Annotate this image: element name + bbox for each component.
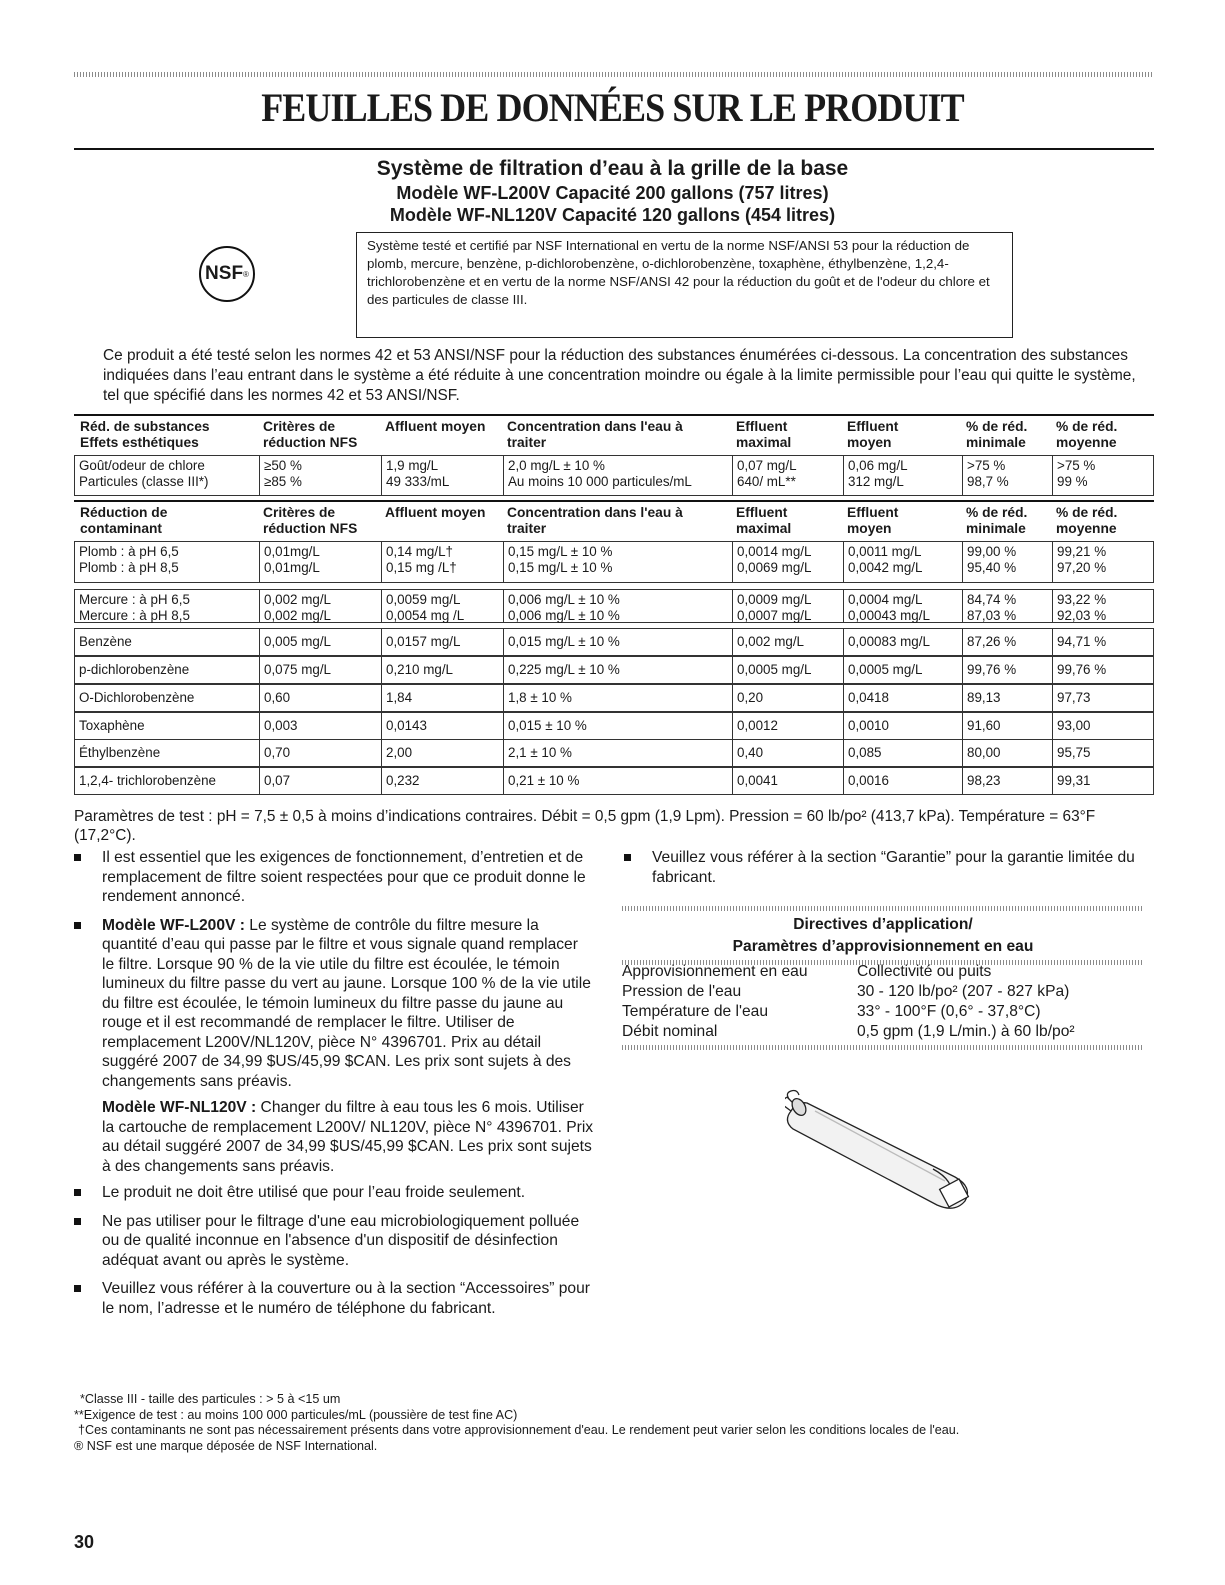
table-cell: 0,0418 [843,685,962,711]
table-cell: >75 % 99 % [1052,456,1155,495]
footnote-test-requirement: **Exigence de test : au moins 100 000 particules/mL (poussière de test fine AC) [74,1408,518,1422]
table-cell: 0,07 [259,768,381,794]
table-cell: 1,84 [381,685,503,711]
column-header: Critères de réduction NFS [263,505,358,536]
table-cell: 0,0010 [843,713,962,739]
model-line-l200v: Modèle WF-L200V Capacité 200 gallons (757 litres) [396,183,829,203]
left-column [74,848,594,1325]
table-row [74,767,1154,795]
column-header: Effluent moyen [847,419,899,450]
column-header: Concentration dans l'eau à traiter [507,419,683,450]
column-header: Effluent moyen [847,505,899,536]
table-cell: 80,00 [962,740,1052,766]
table-cell: 0,005 mg/L [259,629,381,655]
directive-label: Température de l'eau [622,1003,769,1020]
table-cell: 0,20 [732,685,843,711]
nsf-logo [199,246,255,302]
column-header: Réd. de substances Effets esthétiques [80,419,210,450]
nsf-logo-text: NSF [205,263,244,284]
table-cell: Plomb : à pH 6,5 Plomb : à pH 8,5 [79,544,179,575]
aesthetic-header-row [74,414,1154,454]
table-cell: 94,71 % [1052,629,1155,655]
table-cell: 0,70 [259,740,381,766]
table-cell: 99,21 % 97,20 % [1052,542,1155,582]
page-number: 30 [74,1532,95,1552]
test-parameters: Paramètres de test : pH = 7,5 ± 0,5 à moins d’indications contraires. Débit = 0,5 gpm (1,9 Lpm). Pression = 60 lb/po² (413,7 kPa). Température = 63°F (17,2°C). [74,808,1096,844]
directive-row [622,1022,1144,1042]
directive-value: 0,5 gpm (1,9 L/min.) à 60 lb/po² [857,1023,1075,1040]
intro-paragraph: Ce produit a été testé selon les normes 42 et 53 ANSI/NSF pour la réduction des substances énumérées ci-dessous. La concentration des substances indiquées dans l’eau entrant dans le système a été réduite à une concentration moindre ou égale à la limite permissible pour l’eau qui quitte le système, tel que spécifié dans les normes 42 et 53 ANSI/NSF. [103,347,1136,404]
table-cell: ≥50 % ≥85 % [259,456,381,495]
table-cell: 0,232 [381,768,503,794]
table-cell: 0,225 mg/L ± 10 % [503,657,732,683]
table-cell: 0,14 mg/L† 0,15 mg /L† [381,542,503,582]
column-header: % de réd. moyenne [1056,505,1118,536]
table-cell: 0,003 [259,713,381,739]
table-cell: 0,0004 mg/L 0,00043 mg/L [843,590,962,622]
footnotes [74,1391,1154,1454]
performance-data-table [74,414,1154,798]
directive-label: Débit nominal [622,1023,718,1040]
table-cell: 89,13 [962,685,1052,711]
table-cell: 0,002 mg/L 0,002 mg/L [259,590,381,622]
table-cell: 2,00 [381,740,503,766]
nsf-logo-mark: ® [243,269,249,279]
table-cell: >75 % 98,7 % [962,456,1052,495]
table-cell: 0,015 ± 10 % [503,713,732,739]
bullet-square [74,854,81,861]
table-cell: 93,22 % 92,03 % [1052,590,1155,622]
table-cell: 91,60 [962,713,1052,739]
contaminant-header-row [74,500,1154,540]
table-cell: 0,06 mg/L 312 mg/L [843,456,962,495]
table-row [74,684,1154,712]
model-nl120v-text: Changer du filtre à eau tous les 6 mois. Utiliser la cartouche de remplacement L200V/ NL120V, pièce N° 4396701. Prix au détail suggéré 2007 de 34,99 $US/45,99 $CAN. Les prix sont sujets à des changements sans préavis. [102,1099,594,1175]
table-cell: 93,00 [1052,713,1155,739]
table-cell: 0,00083 mg/L [843,629,962,655]
directive-row [622,962,1144,982]
column-header: % de réd. minimale [966,419,1028,450]
page-title: FEUILLES DE DONNÉES SUR LE PRODUIT [261,85,964,130]
table-cell: Mercure : à pH 6,5 Mercure : à pH 8,5 [79,592,190,623]
directive-row [622,982,1144,1002]
table-cell: 97,73 [1052,685,1155,711]
footnote-contaminants: †Ces contaminants ne sont pas nécessairement présents dans votre approvisionnement d'eau. Le rendement peut varier selon les conditions locales de l'eau. [78,1423,960,1437]
directives-bottom-hatch [622,1045,1144,1050]
directive-label: Pression de l'eau [622,983,742,1000]
footnote-class-iii: *Classe III - taille des particules : > 5 à <15 um [80,1392,341,1406]
directive-value: 33° - 100°F (0,6° - 37,8°C) [857,1003,1041,1020]
table-cell: 0,0143 [381,713,503,739]
table-cell: 87,26 % [962,629,1052,655]
table-row [74,656,1154,684]
table-cell: 99,31 [1052,768,1155,794]
model-l200v-text: Le système de contrôle du filtre mesure la quantité d’eau qui passe par le filtre et vous signale quand remplacer le filtre. Lorsque 90 % de la vie utile du filtre est écoulée, le témoin lumineux du filtre passe du vert au jaune. Lorsque 100 % de la vie utile du filtre est écoulée, le témoin lumineux du filtre passe du jaune au rouge et il est recommandé de remplacer le filtre. Utiliser de remplacement L200V/NL120V, pièce N° 4396701. Prix au détail suggéré 2007 de 34,99 $US/45,99 $CAN. Les prix sont sujets à des changements sans préavis. [102,916,591,1090]
table-cell: 0,15 mg/L ± 10 % 0,15 mg/L ± 10 % [503,542,732,582]
table-cell: 0,40 [732,740,843,766]
table-cell: 0,60 [259,685,381,711]
table-cell: 0,210 mg/L [381,657,503,683]
directive-value: Collectivité ou puits [857,963,992,980]
bullet-square [624,854,631,861]
column-header: Concentration dans l'eau à traiter [507,505,683,536]
table-row [74,628,1154,656]
table-row [74,589,1154,623]
table-cell: 0,002 mg/L [732,629,843,655]
model-nl120v-paragraph [74,1098,594,1176]
bullet-warranty: Veuillez vous référer à la section “Garantie” pour la garantie limitée du fabricant. [624,848,1144,887]
certification-box: Système testé et certifié par NSF International en vertu de la norme NSF/ANSI 53 pour la réduction de plomb, mercure, benzène, p-dichlorobenzène, o-dichlorobenzène, toxaphène, éthylbenzène, 1,2,4-trichlorobenzène et en vertu de la norme NSF/ANSI 42 pour la réduction du goût et de l'odeur du chlore et des particules de classe III. [356,232,1013,338]
table-cell: 99,00 % 95,40 % [962,542,1052,582]
table-cell: 0,0041 [732,768,843,794]
directives-subtitle: Paramètres d’approvisionnement en eau [732,938,1034,955]
column-header: Affluent moyen [385,505,486,520]
table-cell: 95,75 [1052,740,1155,766]
table-row [74,541,1154,583]
column-header: Critères de réduction NFS [263,419,358,450]
table-cell: Benzène [79,634,132,649]
table-cell: 0,075 mg/L [259,657,381,683]
table-cell: Éthylbenzène [79,745,161,760]
table-cell: 0,07 mg/L 640/ mL** [732,456,843,495]
table-cell: 99,76 % [962,657,1052,683]
directives-top-hatch [622,906,1144,911]
table-cell: 99,76 % [1052,657,1155,683]
bullet-square [74,922,81,929]
directives-title: Directives d’application/ [793,916,973,933]
model-line-nl120v: Modèle WF-NL120V Capacité 120 gallons (454 litres) [389,205,836,225]
table-cell: 0,085 [843,740,962,766]
table-cell: 2,1 ± 10 % [503,740,732,766]
table-cell: 0,006 mg/L ± 10 % 0,006 mg/L ± 10 % [503,590,732,622]
top-hatch-rule [74,72,1154,77]
table-cell: 0,0005 mg/L [732,657,843,683]
footnote-trademark: ® NSF est une marque déposée de NSF International. [74,1439,378,1453]
title-rule [74,148,1154,150]
table-cell: 1,8 ± 10 % [503,685,732,711]
table-cell: 84,74 % 87,03 % [962,590,1052,622]
table-cell: 2,0 mg/L ± 10 % Au moins 10 000 particules/mL [503,456,732,495]
column-header: Réduction de contaminant [80,505,168,536]
bullet-microbiological: Ne pas utiliser pour le filtrage d'une eau microbiologiquement polluée ou de qualité inconnue en l'absence d'un dispositif de désinfection adéquat avant ou après le système. [74,1212,594,1271]
table-cell: p-dichlorobenzène [79,662,190,677]
table-cell: 98,23 [962,768,1052,794]
table-cell: 0,0009 mg/L 0,0007 mg/L [732,590,843,622]
table-cell: 0,0157 mg/L [381,629,503,655]
column-header: % de réd. moyenne [1056,419,1118,450]
column-header: Effluent maximal [736,505,792,536]
table-cell: 0,0014 mg/L 0,0069 mg/L [732,542,843,582]
bullet-square [74,1189,81,1196]
table-cell: O-Dichlorobenzène [79,690,195,705]
bullet-accessories: Veuillez vous référer à la couverture ou à la section “Accessoires” pour le nom, l’adresse et le numéro de téléphone du fabricant. [74,1279,594,1318]
section-title: Système de filtration d’eau à la grille de la base [376,157,849,180]
bullet-model-l200v [74,916,594,1092]
table-cell: 0,0005 mg/L [843,657,962,683]
table-cell: Toxaphène [79,718,145,733]
bullet-requirements: Il est essentiel que les exigences de fonctionnement, d’entretien et de remplacement de filtre soient respectées pour que ce produit donne le rendement annoncé. [74,848,594,907]
table-cell: 0,0012 [732,713,843,739]
directive-value: 30 - 120 lb/po² (207 - 827 kPa) [857,983,1070,1000]
table-cell: 0,0011 mg/L 0,0042 mg/L [843,542,962,582]
table-cell: 0,015 mg/L ± 10 % [503,629,732,655]
table-cell: 1,2,4- trichlorobenzène [79,773,216,788]
table-cell: 1,9 mg/L 49 333/mL [381,456,503,495]
table-cell: 0,0016 [843,768,962,794]
bullet-square [74,1218,81,1225]
directive-label: Approvisionnement en eau [622,963,808,980]
table-row [74,455,1154,496]
table-cell: Goût/odeur de chlore Particules (classe III*) [79,458,209,489]
directives-table [622,962,1144,1042]
model-l200v-label: Modèle WF-L200V : [102,916,245,934]
table-row [74,712,1154,740]
table-cell: 0,21 ± 10 % [503,768,732,794]
column-header: Affluent moyen [385,419,486,434]
column-header: % de réd. minimale [966,505,1028,536]
table-row [74,739,1154,767]
column-header: Effluent maximal [736,419,792,450]
water-filter-cartridge-illustration [785,1085,995,1220]
table-cell: 0,0059 mg/L 0,0054 mg /L [381,590,503,622]
bullet-square [74,1285,81,1292]
table-cell: 0,01mg/L 0,01mg/L [259,542,381,582]
right-column-bullet [624,848,1144,887]
model-nl120v-label: Modèle WF-NL120V : [102,1099,257,1116]
bullet-cold-water: Le produit ne doit être utilisé que pour l’eau froide seulement. [74,1183,594,1203]
directive-row [622,1002,1144,1022]
